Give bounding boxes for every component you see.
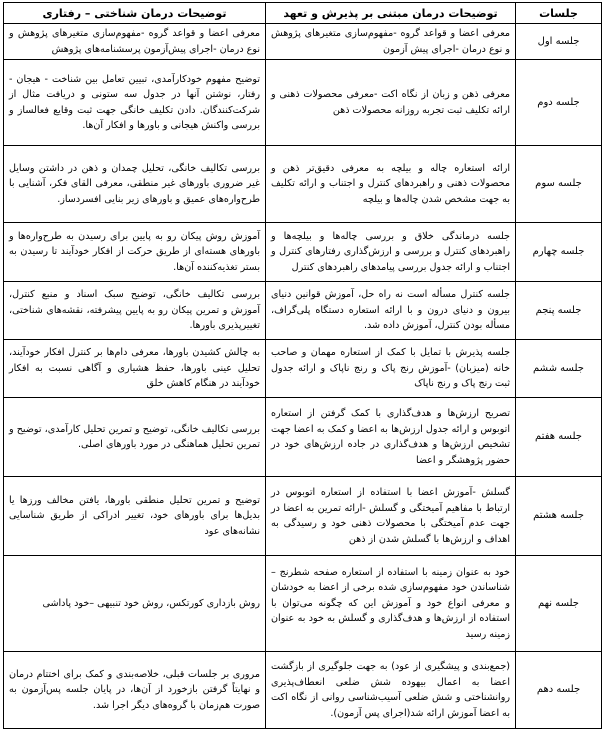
cbt-description-cell: آموزش روش پیکان رو به پایین برای رسیدن به طرح‌واره‌ها و باورهای هسته‌ای از طریق حرکت از افکار خودآیند تا رسیدن به بستر تغذیه‌کننده آن‌ها. <box>4 223 266 282</box>
header-row <box>4 3 602 24</box>
act-description-cell: ارائه استعاره چاله و بیلچه به معرفی دقیق‌تر ذهن و محصولات ذهنی و راهبردهای کنترل و اجتناب و ارائه تکلیف به جهت مشخص شدن چاله‌ها و بیلچه <box>266 146 516 223</box>
table-row <box>4 24 602 60</box>
act-description-cell: معرفی ذهن و زبان از نگاه اکت -معرفی محصولات ذهنی و ارائه تکلیف ثبت تجربه روزانه محصولات ذهن <box>266 60 516 146</box>
table-row <box>4 398 602 477</box>
table-row <box>4 146 602 223</box>
act-description-cell: جلسه درماندگی خلاق و بررسی چاله‌ها و بیلچه‌ها و راهبردهای کنترل و بررسی و ارزش‌گذاری رفتارهای کنترل و اجتناب و ارائه جدول بررسی پیامدهای راهبردهای کنترل <box>266 223 516 282</box>
cbt-description-cell: به چالش کشیدن باورها، معرفی دام‌ها بر کنترل افکار خودآیند، تحلیل عینی باورها، حفظ هشیاری و آگاهی نسبت به افکار خودآیند در هنگام کاهش خلق <box>4 340 266 398</box>
act-description-cell: گسلش -آموزش اعضا با استفاده از استعاره اتوبوس در ارتباط با مفاهیم آمیختگی و گسلش -ارائه تمرین به اعضا در جهت عدم آمیختگی با محصولات ذهنی خود و رسیدگی به اهداف و ارزش‌ها با گسلش شدن از ذهن <box>266 477 516 556</box>
session-cell: جلسه هشتم <box>516 477 602 556</box>
cbt-description-cell: توضیح مفهوم خودکارآمدی، تبیین تعامل بین شناخت - هیجان - رفتار، نوشتن آنها در جدول سه ستونی و دریافت مثال از شرکت‌کنندگان. دادن تکلیف خانگی جهت ثبت وقایع فعالساز و بررسی واکنش هیجانی و باورها و افکار آن‌ها. <box>4 60 266 146</box>
table-row <box>4 556 602 652</box>
session-cell: جلسه دهم <box>516 652 602 729</box>
therapy-sessions-table-wrap <box>3 2 601 729</box>
therapy-sessions-table <box>3 2 602 729</box>
cbt-description-cell: بررسی تکالیف خانگی، توضیح سبک اسناد و منبع کنترل، آموزش و تمرین پیکان رو به پایین پیشرفته، نقشه‌های شناختی، تغییرپذیری باورها. <box>4 282 266 340</box>
act-description-cell: جلسه کنترل مسأله است نه راه حل، آموزش قوانین دنیای بیرون و دنیای درون و با ارائه استعاره دستگاه پلی‌گراف، مسأله بودن کنترل، آموزش داده شد. <box>266 282 516 340</box>
cbt-description-cell: مروری بر جلسات قبلی، خلاصه‌بندی و کمک برای اختتام درمان و نهایتاً گرفتن بازخورد از آن‌ها، در پایان جلسه پس‌آزمون به صورت هم‌زمان با گروه‌های دیگر اجرا شد. <box>4 652 266 729</box>
session-cell: جلسه اول <box>516 24 602 60</box>
cbt-description-cell: بررسی تکالیف خانگی، تحلیل چمدان و ذهن در داشتن وسایل غیر ضروری باورهای غیر منطقی، معرفی القای فکر، آشنایی با طرح‌واره‌های عمیق و باورهای زیر بنایی افسردساز. <box>4 146 266 223</box>
session-cell: جلسه سوم <box>516 146 602 223</box>
session-cell: جلسه چهارم <box>516 223 602 282</box>
table-row <box>4 477 602 556</box>
table-row <box>4 652 602 729</box>
cbt-description-cell: توضیح و تمرین تحلیل منطقی باورها، یافتن مخالف ورزها یا بدیل‌ها برای باورهای خود، تغییر ادراکی از طریق شناسایی نشانه‌های عود <box>4 477 266 556</box>
cbt-description-cell: بررسی تکالیف خانگی، توضیح و تمرین تحلیل کارآمدی، توضیح و تمرین تحلیل هماهنگی در مورد باورهای اصلی. <box>4 398 266 477</box>
table-row <box>4 340 602 398</box>
cbt-description-cell: معرفی اعضا و قواعد گروه -مفهوم‌سازی متغیرهای پژوهش و نوع درمان -اجرای پیش‌آزمون پرسشنامه‌های پژوهش <box>4 24 266 60</box>
session-cell: جلسه پنجم <box>516 282 602 340</box>
session-cell: جلسه ششم <box>516 340 602 398</box>
act-description-cell: معرفی اعضا و قواعد گروه -مفهوم‌سازی متغیرهای پژوهش و نوع درمان -اجرای پیش آزمون <box>266 24 516 60</box>
header-act: توضیحات درمان مبتنی بر پذیرش و تعهد <box>266 3 516 24</box>
act-description-cell: جلسه پذیرش با تمایل با کمک از استعاره مهمان و صاحب خانه (میزبان) -آموزش رنج پاک و رنج ناپاک و ارائه جدول ثبت رنج پاک و رنج ناپاک <box>266 340 516 398</box>
cbt-description-cell: روش بازداری کورتکس، روش خود تنبیهی –خود پاداشی <box>4 556 266 652</box>
table-row <box>4 282 602 340</box>
act-description-cell: تصریح ارزش‌ها و هدف‌گذاری با کمک گرفتن از استعاره اتوبوس و ارائه جدول ارزش‌ها به اعضا و کمک به اعضا جهت تشخیص ارزش‌ها و هدف‌گذاری در جاده ارزش‌های خود در حضور پژوهشگر و اعضا <box>266 398 516 477</box>
act-description-cell: خود به عنوان زمینه با استفاده از استعاره صفحه شطرنج – شناساندن خود مفهوم‌سازی شده برخی از اعضا به خودشان و معرفی انواع خود و آموزش این که چگونه می‌توان با استفاده از ارزش‌ها و هدف‌گذاری و گسلش به خود به عنوان زمینه رسید <box>266 556 516 652</box>
header-sessions: جلسات <box>516 3 602 24</box>
table-row <box>4 223 602 282</box>
session-cell: جلسه دوم <box>516 60 602 146</box>
header-cbt: توضیحات درمان شناختی – رفتاری <box>4 3 266 24</box>
session-cell: جلسه هفتم <box>516 398 602 477</box>
table-row <box>4 60 602 146</box>
session-cell: جلسه نهم <box>516 556 602 652</box>
act-description-cell: (جمع‌بندی و پیشگیری از عود) به جهت جلوگیری از بازگشت اعضا به اعمال بیهوده شش ضلعی انعطاف‌پذیری روانشناختی و شش ضلعی آسیب‌شناسی روانی از نگاه اکت به اعضا آموزش ارائه شد(اجرای پس آزمون). <box>266 652 516 729</box>
